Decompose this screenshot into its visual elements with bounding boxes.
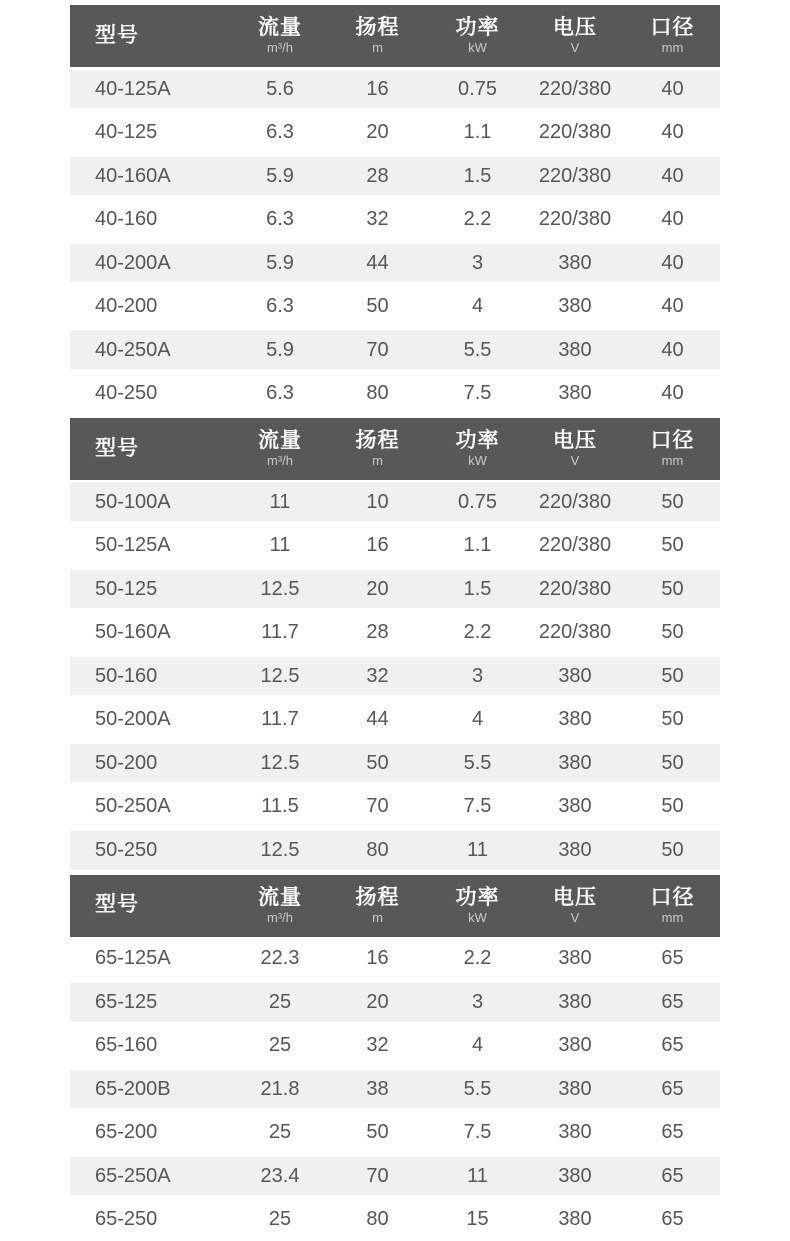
column-label-head: 扬程 [356, 886, 400, 910]
column-label-voltage: 电压 [553, 429, 597, 453]
column-unit-flow: m³/h [267, 911, 293, 925]
cell-head: 28 [325, 166, 430, 186]
cell-voltage: 380 [525, 253, 625, 273]
cell-power: 7.5 [430, 383, 525, 403]
cell-flow: 25 [235, 1209, 325, 1229]
cell-diameter: 65 [625, 992, 720, 1012]
header-cell-diameter [625, 875, 720, 937]
cell-diameter: 65 [625, 1035, 720, 1055]
table-section [70, 418, 720, 872]
cell-voltage: 380 [525, 666, 625, 686]
cell-diameter: 40 [625, 209, 720, 229]
cell-voltage: 380 [525, 840, 625, 860]
cell-head: 16 [325, 948, 430, 968]
column-unit-voltage: V [571, 41, 580, 55]
cell-model: 50-250 [70, 840, 235, 860]
cell-flow: 5.9 [235, 253, 325, 273]
header-cell-power [430, 875, 525, 937]
table-header-row [70, 418, 720, 480]
column-unit-head: m [372, 911, 383, 925]
cell-head: 32 [325, 666, 430, 686]
cell-model: 50-200 [70, 753, 235, 773]
table-row [70, 1154, 720, 1198]
cell-voltage: 220/380 [525, 535, 625, 555]
cell-head: 44 [325, 253, 430, 273]
cell-flow: 11 [235, 535, 325, 555]
cell-voltage: 380 [525, 709, 625, 729]
cell-diameter: 65 [625, 1166, 720, 1186]
header-cell-voltage [525, 875, 625, 937]
cell-voltage: 220/380 [525, 79, 625, 99]
cell-diameter: 50 [625, 796, 720, 816]
table-row [70, 524, 720, 568]
cell-model: 65-200B [70, 1079, 235, 1099]
table-row [70, 828, 720, 872]
cell-power: 5.5 [430, 1079, 525, 1099]
cell-head: 70 [325, 1166, 430, 1186]
cell-head: 70 [325, 796, 430, 816]
table-row [70, 785, 720, 829]
table-row [70, 937, 720, 981]
cell-head: 16 [325, 79, 430, 99]
cell-model: 50-160 [70, 666, 235, 686]
cell-voltage: 220/380 [525, 122, 625, 142]
cell-flow: 12.5 [235, 840, 325, 860]
cell-flow: 6.3 [235, 383, 325, 403]
cell-head: 32 [325, 209, 430, 229]
cell-model: 50-125 [70, 579, 235, 599]
cell-head: 16 [325, 535, 430, 555]
cell-diameter: 65 [625, 948, 720, 968]
cell-power: 11 [430, 1166, 525, 1186]
header-cell-model [70, 5, 235, 67]
cell-flow: 5.9 [235, 340, 325, 360]
table-row [70, 1198, 720, 1241]
cell-head: 28 [325, 622, 430, 642]
cell-diameter: 65 [625, 1209, 720, 1229]
cell-diameter: 50 [625, 709, 720, 729]
cell-flow: 6.3 [235, 122, 325, 142]
cell-voltage: 380 [525, 948, 625, 968]
column-label-model: 型号 [95, 24, 139, 48]
table-row [70, 1024, 720, 1068]
cell-voltage: 380 [525, 1122, 625, 1142]
table-row [70, 198, 720, 242]
header-cell-flow [235, 418, 325, 480]
column-label-flow: 流量 [258, 429, 302, 453]
cell-diameter: 40 [625, 79, 720, 99]
cell-voltage: 380 [525, 340, 625, 360]
cell-model: 50-100A [70, 492, 235, 512]
table-row [70, 328, 720, 372]
cell-diameter: 40 [625, 253, 720, 273]
cell-flow: 5.9 [235, 166, 325, 186]
cell-voltage: 380 [525, 1166, 625, 1186]
column-label-power: 功率 [456, 429, 500, 453]
column-unit-head: m [372, 454, 383, 468]
cell-model: 40-125A [70, 79, 235, 99]
cell-head: 20 [325, 992, 430, 1012]
cell-diameter: 50 [625, 535, 720, 555]
cell-model: 40-160A [70, 166, 235, 186]
cell-diameter: 50 [625, 666, 720, 686]
column-unit-power: kW [468, 454, 487, 468]
header-cell-power [430, 418, 525, 480]
cell-head: 20 [325, 122, 430, 142]
cell-head: 50 [325, 296, 430, 316]
table-row [70, 372, 720, 416]
cell-power: 1.1 [430, 535, 525, 555]
column-label-flow: 流量 [258, 886, 302, 910]
header-cell-diameter [625, 418, 720, 480]
cell-voltage: 220/380 [525, 492, 625, 512]
cell-diameter: 50 [625, 840, 720, 860]
cell-diameter: 50 [625, 622, 720, 642]
header-cell-model [70, 418, 235, 480]
table-section [70, 5, 720, 415]
column-unit-head: m [372, 41, 383, 55]
cell-voltage: 220/380 [525, 622, 625, 642]
cell-power: 0.75 [430, 492, 525, 512]
header-cell-head [325, 5, 430, 67]
cell-power: 2.2 [430, 622, 525, 642]
cell-diameter: 40 [625, 340, 720, 360]
cell-flow: 11.7 [235, 709, 325, 729]
column-unit-power: kW [468, 41, 487, 55]
cell-model: 40-200A [70, 253, 235, 273]
table-row [70, 567, 720, 611]
cell-voltage: 380 [525, 383, 625, 403]
table-row [70, 1111, 720, 1155]
cell-diameter: 40 [625, 122, 720, 142]
table-row [70, 241, 720, 285]
cell-flow: 25 [235, 1122, 325, 1142]
cell-power: 0.75 [430, 79, 525, 99]
column-label-power: 功率 [456, 886, 500, 910]
header-cell-head [325, 875, 430, 937]
table-row [70, 698, 720, 742]
cell-flow: 25 [235, 992, 325, 1012]
column-label-power: 功率 [456, 16, 500, 40]
cell-flow: 12.5 [235, 579, 325, 599]
table-row [70, 1067, 720, 1111]
cell-power: 4 [430, 296, 525, 316]
column-label-head: 扬程 [356, 429, 400, 453]
cell-voltage: 220/380 [525, 209, 625, 229]
cell-head: 80 [325, 1209, 430, 1229]
cell-power: 3 [430, 666, 525, 686]
cell-voltage: 380 [525, 1079, 625, 1099]
column-label-model: 型号 [95, 893, 139, 917]
table-row [70, 285, 720, 329]
cell-diameter: 50 [625, 753, 720, 773]
cell-power: 2.2 [430, 209, 525, 229]
cell-flow: 11.7 [235, 622, 325, 642]
cell-model: 65-250A [70, 1166, 235, 1186]
table-section [70, 875, 720, 1241]
cell-head: 80 [325, 383, 430, 403]
column-label-diameter: 口径 [651, 429, 695, 453]
cell-head: 50 [325, 753, 430, 773]
column-label-voltage: 电压 [553, 16, 597, 40]
header-cell-diameter [625, 5, 720, 67]
cell-head: 70 [325, 340, 430, 360]
cell-head: 38 [325, 1079, 430, 1099]
cell-model: 40-250A [70, 340, 235, 360]
column-label-voltage: 电压 [553, 886, 597, 910]
cell-power: 1.5 [430, 579, 525, 599]
column-unit-diameter: mm [662, 454, 684, 468]
cell-flow: 11.5 [235, 796, 325, 816]
cell-power: 3 [430, 992, 525, 1012]
cell-model: 40-200 [70, 296, 235, 316]
cell-voltage: 380 [525, 796, 625, 816]
cell-model: 65-200 [70, 1122, 235, 1142]
cell-model: 50-160A [70, 622, 235, 642]
cell-model: 65-125A [70, 948, 235, 968]
column-unit-voltage: V [571, 454, 580, 468]
cell-diameter: 40 [625, 296, 720, 316]
header-cell-power [430, 5, 525, 67]
table-row [70, 154, 720, 198]
table-row [70, 480, 720, 524]
cell-power: 1.5 [430, 166, 525, 186]
cell-model: 65-250 [70, 1209, 235, 1229]
cell-flow: 5.6 [235, 79, 325, 99]
cell-model: 40-160 [70, 209, 235, 229]
table-row [70, 67, 720, 111]
cell-power: 2.2 [430, 948, 525, 968]
cell-model: 50-200A [70, 709, 235, 729]
cell-power: 3 [430, 253, 525, 273]
cell-voltage: 220/380 [525, 166, 625, 186]
cell-power: 5.5 [430, 340, 525, 360]
column-label-model: 型号 [95, 437, 139, 461]
cell-flow: 21.8 [235, 1079, 325, 1099]
cell-head: 10 [325, 492, 430, 512]
column-label-head: 扬程 [356, 16, 400, 40]
cell-flow: 6.3 [235, 209, 325, 229]
cell-model: 40-125 [70, 122, 235, 142]
cell-power: 11 [430, 840, 525, 860]
cell-diameter: 40 [625, 166, 720, 186]
cell-voltage: 380 [525, 296, 625, 316]
cell-power: 7.5 [430, 796, 525, 816]
table-row [70, 741, 720, 785]
cell-head: 20 [325, 579, 430, 599]
table-row [70, 111, 720, 155]
column-unit-diameter: mm [662, 41, 684, 55]
cell-model: 65-125 [70, 992, 235, 1012]
column-label-flow: 流量 [258, 16, 302, 40]
cell-diameter: 65 [625, 1122, 720, 1142]
table-row [70, 980, 720, 1024]
cell-model: 50-250A [70, 796, 235, 816]
header-cell-flow [235, 875, 325, 937]
cell-head: 80 [325, 840, 430, 860]
cell-power: 1.1 [430, 122, 525, 142]
cell-voltage: 380 [525, 1209, 625, 1229]
column-unit-power: kW [468, 911, 487, 925]
header-cell-head [325, 418, 430, 480]
table-row [70, 654, 720, 698]
cell-model: 40-250 [70, 383, 235, 403]
cell-voltage: 380 [525, 992, 625, 1012]
cell-power: 15 [430, 1209, 525, 1229]
header-cell-voltage [525, 5, 625, 67]
cell-diameter: 50 [625, 579, 720, 599]
spec-tables [70, 5, 720, 1241]
column-unit-voltage: V [571, 911, 580, 925]
cell-diameter: 65 [625, 1079, 720, 1099]
cell-flow: 12.5 [235, 753, 325, 773]
cell-head: 32 [325, 1035, 430, 1055]
cell-model: 65-160 [70, 1035, 235, 1055]
table-header-row [70, 875, 720, 937]
cell-flow: 22.3 [235, 948, 325, 968]
header-cell-voltage [525, 418, 625, 480]
cell-voltage: 380 [525, 753, 625, 773]
cell-power: 7.5 [430, 1122, 525, 1142]
cell-flow: 23.4 [235, 1166, 325, 1186]
cell-diameter: 40 [625, 383, 720, 403]
cell-voltage: 220/380 [525, 579, 625, 599]
header-cell-flow [235, 5, 325, 67]
table-header-row [70, 5, 720, 67]
cell-diameter: 50 [625, 492, 720, 512]
cell-head: 50 [325, 1122, 430, 1142]
cell-head: 44 [325, 709, 430, 729]
cell-voltage: 380 [525, 1035, 625, 1055]
table-row [70, 611, 720, 655]
column-unit-flow: m³/h [267, 41, 293, 55]
cell-power: 5.5 [430, 753, 525, 773]
header-cell-model [70, 875, 235, 937]
column-label-diameter: 口径 [651, 16, 695, 40]
cell-flow: 6.3 [235, 296, 325, 316]
cell-power: 4 [430, 709, 525, 729]
cell-flow: 25 [235, 1035, 325, 1055]
column-label-diameter: 口径 [651, 886, 695, 910]
column-unit-flow: m³/h [267, 454, 293, 468]
column-unit-diameter: mm [662, 911, 684, 925]
cell-model: 50-125A [70, 535, 235, 555]
cell-power: 4 [430, 1035, 525, 1055]
cell-flow: 12.5 [235, 666, 325, 686]
cell-flow: 11 [235, 492, 325, 512]
